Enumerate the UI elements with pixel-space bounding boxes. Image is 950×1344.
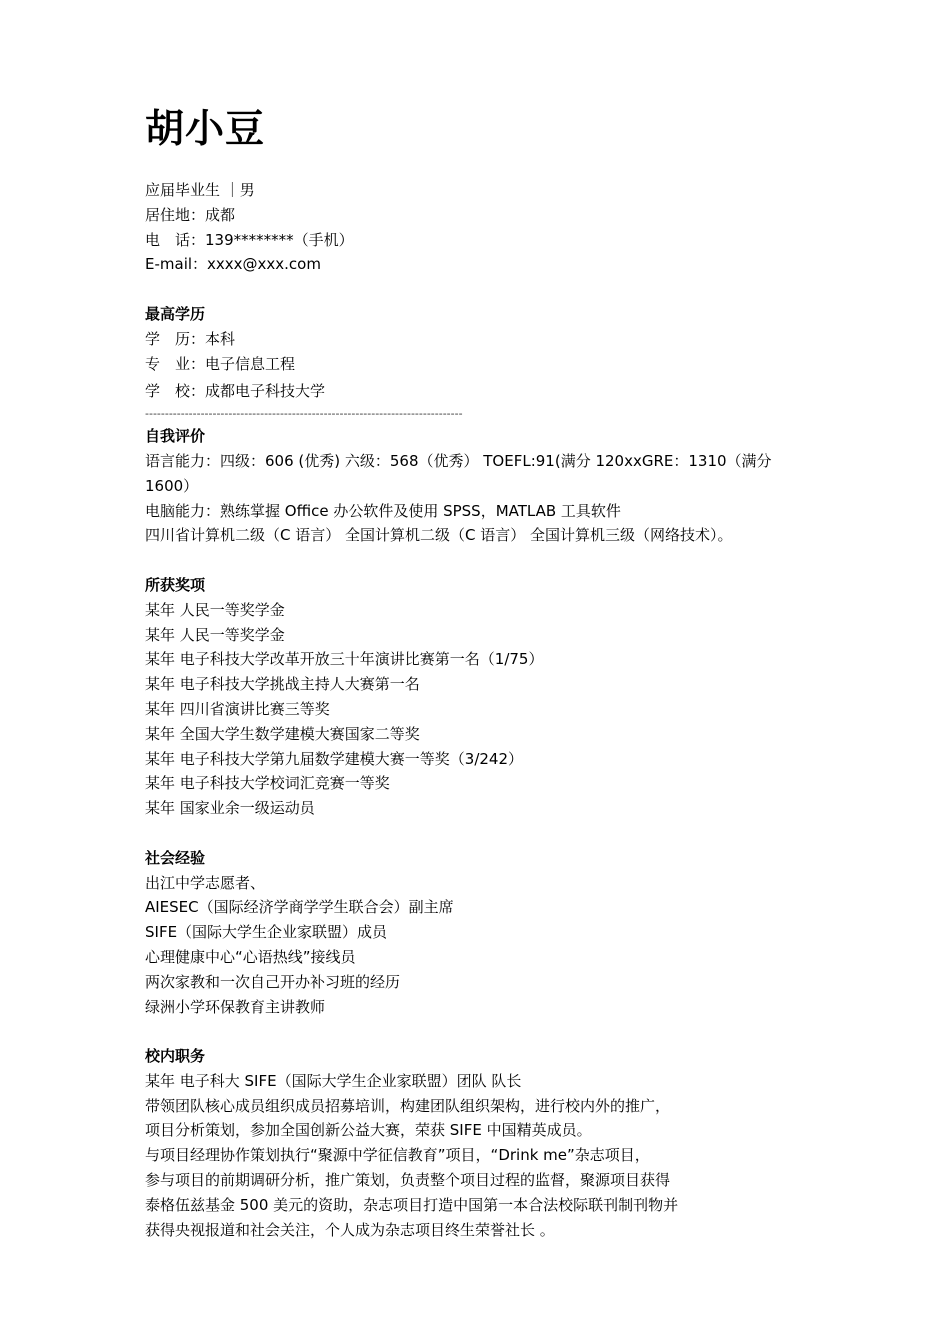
resume-page <box>145 100 815 1242</box>
spacer <box>145 548 815 573</box>
awards-list <box>145 598 815 821</box>
profile-residence: 居住地：成都 <box>145 205 236 224</box>
award-item: 某年 电子科技大学改革开放三十年演讲比赛第一名（1/75） <box>145 650 544 669</box>
self-evaluation-language: 语言能力：四级：606 (优秀) 六级：568（优秀） TOEFL:91(满分 120xxGRE：1310（满分 1600） <box>145 451 772 495</box>
profile-email: E-mail：xxxx@xxx.com <box>145 255 321 274</box>
profile-status: 应届毕业生 ｜男 <box>145 181 255 199</box>
award-item: 某年 四川省演讲比赛三等奖 <box>145 699 330 718</box>
award-item: 某年 全国大学生数学建模大赛国家二等奖 <box>145 724 420 743</box>
campus-title: 校内职务 <box>145 1047 206 1066</box>
campus-item: 参与项目的前期调研分析，推广策划，负责整个项目过程的监督，聚源项目获得 <box>145 1171 671 1190</box>
campus-item: 项目分析策划，参加全国创新公益大赛，荣获 SIFE 中国精英成员。 <box>145 1121 592 1140</box>
candidate-name: 胡小豆 <box>145 107 266 152</box>
social-item: 心理健康中心“心语热线”接线员 <box>145 947 356 966</box>
award-item: 某年 人民一等奖学金 <box>145 600 285 619</box>
campus-item: 与项目经理协作策划执行“聚源中学征信教育”项目，“Drink me”杂志项目， <box>145 1146 650 1165</box>
award-item: 某年 电子科技大学校词汇竞赛一等奖 <box>145 774 390 793</box>
social-item: AIESEC（国际经济学商学学生联合会）副主席 <box>145 898 454 917</box>
award-item: 某年 国家业余一级运动员 <box>145 799 315 818</box>
social-list <box>145 871 815 1020</box>
campus-list <box>145 1069 815 1243</box>
campus-item: 带领团队核心成员组织成员招募培训，构建团队组织架构，进行校内外的推广， <box>145 1096 671 1115</box>
profile-phone: 电 话：139********（手机） <box>145 230 354 249</box>
education-major: 专 业：电子信息工程 <box>145 354 296 373</box>
award-item: 某年 电子科技大学挑战主持人大赛第一名 <box>145 675 420 694</box>
self-evaluation-certificates: 四川省计算机二级（C 语言） 全国计算机二级（C 语言） 全国计算机三级（网络技术）。 <box>145 526 733 545</box>
education-title: 最高学历 <box>145 304 206 323</box>
campus-item: 泰格伍兹基金 500 美元的资助，杂志项目打造中国第一本合法校际联刊制刊物并 <box>145 1195 679 1214</box>
award-item: 某年 人民一等奖学金 <box>145 625 285 644</box>
social-item: 两次家教和一次自己开办补习班的经历 <box>145 972 401 991</box>
campus-item: 获得央视报道和社会关注，个人成为杂志项目终生荣誉社长 。 <box>145 1220 555 1239</box>
self-evaluation-computer: 电脑能力：熟练掌握 Office 办公软件及使用 SPSS，MATLAB 工具软件 <box>145 501 621 520</box>
social-item: SIFE（国际大学生企业家联盟）成员 <box>145 923 388 942</box>
award-item: 某年 电子科技大学第九届数学建模大赛一等奖（3/242） <box>145 749 523 768</box>
spacer <box>145 277 815 302</box>
social-item: 绿洲小学环保教育主讲教师 <box>145 997 326 1016</box>
social-item: 出江中学志愿者、 <box>145 873 266 892</box>
education-degree: 学 历：本科 <box>145 329 236 348</box>
social-title: 社会经验 <box>145 848 206 867</box>
section-divider: -------------------------------------------------------------------------------- <box>145 407 463 421</box>
awards-title: 所获奖项 <box>145 575 206 594</box>
spacer <box>145 821 815 846</box>
self-evaluation-title: 自我评价 <box>145 427 206 446</box>
education-school: 学 校：成都电子科技大学 <box>145 382 326 401</box>
campus-item: 某年 电子科大 SIFE（国际大学生企业家联盟）团队 队长 <box>145 1071 522 1090</box>
spacer <box>145 1019 815 1044</box>
